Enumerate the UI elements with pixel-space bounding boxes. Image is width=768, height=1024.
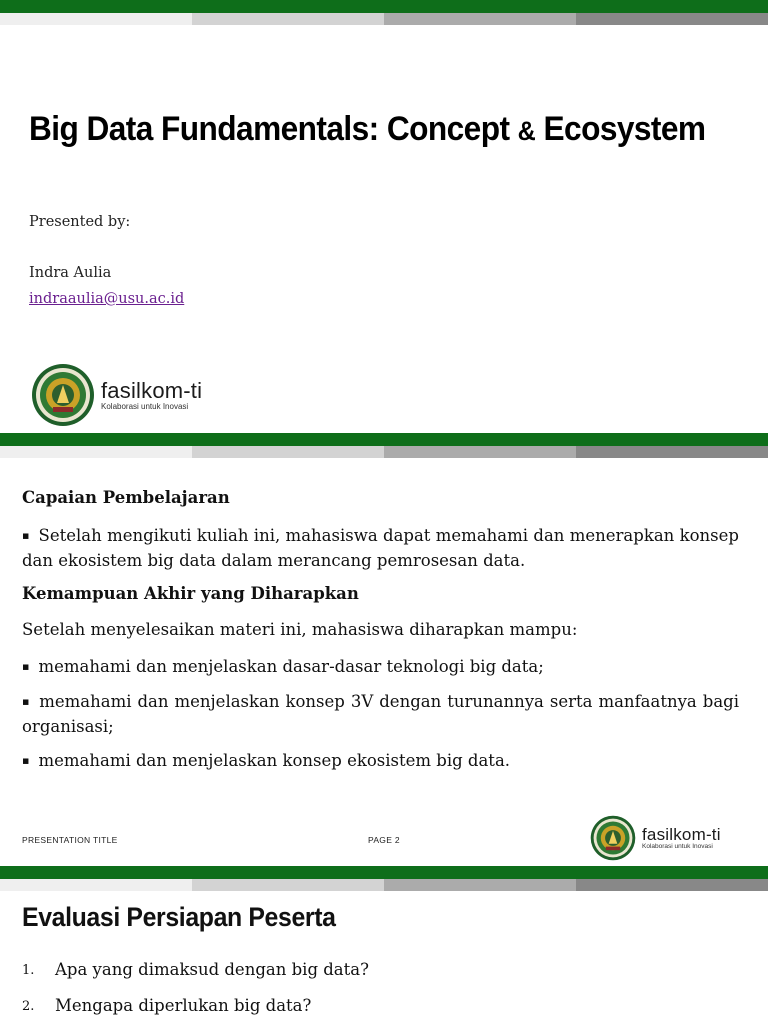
author-name: Indra Aulia xyxy=(29,265,112,281)
fasilkom-ti-logo xyxy=(31,363,202,427)
author-email-link[interactable]: indraaulia@usu.ac.id xyxy=(29,291,185,307)
usu-seal-icon xyxy=(590,815,636,861)
fasilkom-ti-logo xyxy=(590,815,721,861)
presentation-title: Big Data Fundamentals: Concept & Ecosystem xyxy=(29,110,706,148)
logo-tagline: Kolaborasi untuk Inovasi xyxy=(642,842,713,850)
gray-gradient-strip xyxy=(0,879,768,891)
footer-page-number: PAGE 2 xyxy=(368,835,400,845)
question-number: 1. xyxy=(22,963,35,978)
footer-presentation-title: PRESENTATION TITLE xyxy=(22,835,118,845)
top-green-bar xyxy=(0,866,768,879)
list-item: ▪ memahami dan menjelaskan dasar-dasar teknologi big data; xyxy=(22,657,544,676)
usu-seal-icon xyxy=(31,363,95,427)
slide-3-evaluation xyxy=(0,866,768,1024)
intro-paragraph: Setelah menyelesaikan materi ini, mahasiswa diharapkan mampu: xyxy=(22,620,578,639)
logo-wordmark: fasilkom-ti xyxy=(642,824,721,844)
gray-gradient-strip xyxy=(0,13,768,25)
slide-1-title xyxy=(0,0,768,433)
question-number: 2. xyxy=(22,999,35,1014)
heading-kemampuan: Kemampuan Akhir yang Diharapkan xyxy=(22,584,359,603)
gray-gradient-strip xyxy=(0,446,768,458)
bullet-capaian: ▪ Setelah mengikuti kuliah ini, mahasiswa dapat memahami dan menerapkan konsep dan ekosistem big data dalam merancang pemrosesan data. xyxy=(22,526,739,570)
top-green-bar xyxy=(0,0,768,13)
logo-wordmark: fasilkom-ti xyxy=(101,377,203,403)
list-item: ▪ memahami dan menjelaskan konsep ekosistem big data. xyxy=(22,751,511,770)
list-item: ▪ memahami dan menjelaskan konsep 3V dengan turunannya serta manfaatnya bagi organisasi; xyxy=(22,692,739,736)
presented-by-label: Presented by: xyxy=(29,214,131,230)
question-text: Mengapa diperlukan big data? xyxy=(55,996,312,1015)
slide-3-title: Evaluasi Persiapan Peserta xyxy=(22,902,336,932)
question-text: Apa yang dimaksud dengan big data? xyxy=(55,960,369,979)
slide-2-learning-outcomes xyxy=(0,433,768,866)
heading-capaian: Capaian Pembelajaran xyxy=(22,488,230,507)
logo-tagline: Kolaborasi untuk Inovasi xyxy=(101,401,189,411)
top-green-bar xyxy=(0,433,768,446)
